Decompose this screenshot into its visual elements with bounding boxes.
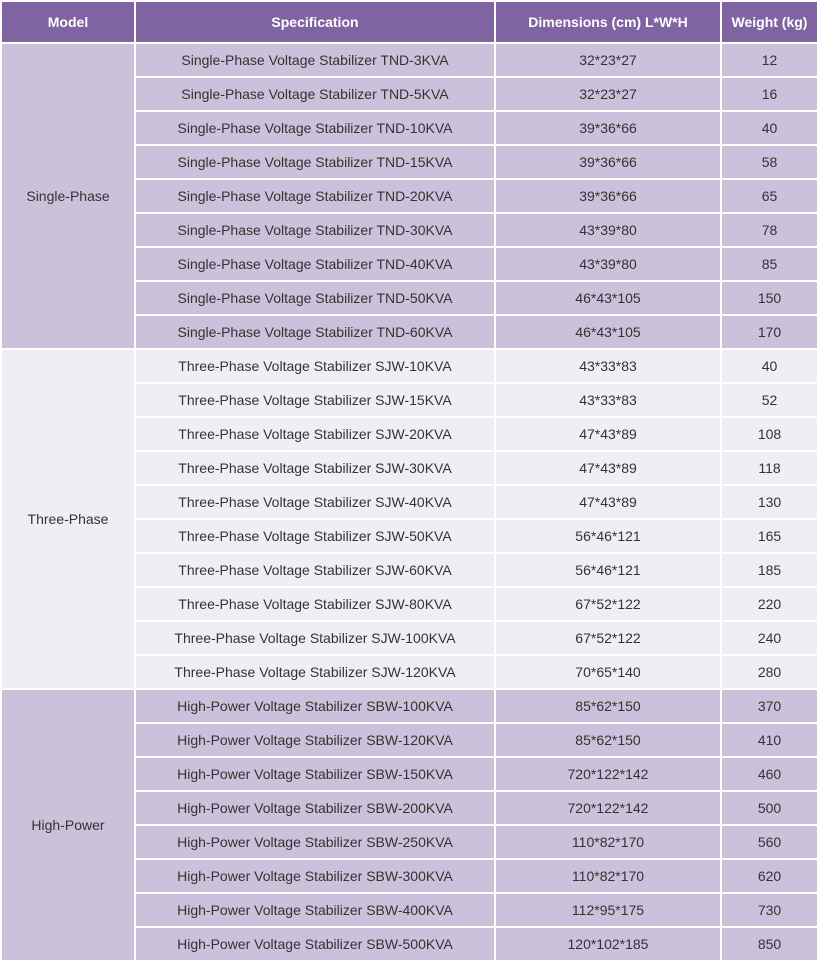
specification-cell: Three-Phase Voltage Stabilizer SJW-15KVA — [136, 384, 494, 416]
dimensions-cell: 56*46*121 — [496, 554, 720, 586]
weight-cell: 52 — [722, 384, 817, 416]
dimensions-cell: 110*82*170 — [496, 826, 720, 858]
dimensions-cell: 47*43*89 — [496, 452, 720, 484]
weight-cell: 170 — [722, 316, 817, 348]
specification-cell: Three-Phase Voltage Stabilizer SJW-40KVA — [136, 486, 494, 518]
dimensions-cell: 47*43*89 — [496, 486, 720, 518]
weight-cell: 500 — [722, 792, 817, 824]
header-dimensions: Dimensions (cm) L*W*H — [496, 2, 720, 42]
specification-cell: Three-Phase Voltage Stabilizer SJW-20KVA — [136, 418, 494, 450]
table-row — [2, 350, 817, 382]
dimensions-cell: 32*23*27 — [496, 44, 720, 76]
dimensions-cell: 120*102*185 — [496, 928, 720, 960]
specification-cell: Single-Phase Voltage Stabilizer TND-5KVA — [136, 78, 494, 110]
specification-cell: Single-Phase Voltage Stabilizer TND-60KVA — [136, 316, 494, 348]
header-row — [2, 2, 817, 42]
weight-cell: 40 — [722, 350, 817, 382]
dimensions-cell: 85*62*150 — [496, 690, 720, 722]
specification-cell: Three-Phase Voltage Stabilizer SJW-60KVA — [136, 554, 494, 586]
dimensions-cell: 43*39*80 — [496, 248, 720, 280]
dimensions-cell: 67*52*122 — [496, 588, 720, 620]
header-specification: Specification — [136, 2, 494, 42]
specification-cell: Single-Phase Voltage Stabilizer TND-10KVA — [136, 112, 494, 144]
specification-cell: Single-Phase Voltage Stabilizer TND-40KVA — [136, 248, 494, 280]
model-cell: Single-Phase — [2, 44, 134, 348]
specification-cell: High-Power Voltage Stabilizer SBW-500KVA — [136, 928, 494, 960]
weight-cell: 16 — [722, 78, 817, 110]
specification-cell: Three-Phase Voltage Stabilizer SJW-10KVA — [136, 350, 494, 382]
specification-cell: Single-Phase Voltage Stabilizer TND-3KVA — [136, 44, 494, 76]
header-model: Model — [2, 2, 134, 42]
specification-cell: Three-Phase Voltage Stabilizer SJW-120KVA — [136, 656, 494, 688]
dimensions-cell: 85*62*150 — [496, 724, 720, 756]
specification-cell: High-Power Voltage Stabilizer SBW-150KVA — [136, 758, 494, 790]
specification-cell: Three-Phase Voltage Stabilizer SJW-50KVA — [136, 520, 494, 552]
weight-cell: 85 — [722, 248, 817, 280]
specification-cell: Single-Phase Voltage Stabilizer TND-15KVA — [136, 146, 494, 178]
dimensions-cell: 39*36*66 — [496, 112, 720, 144]
weight-cell: 40 — [722, 112, 817, 144]
weight-cell: 12 — [722, 44, 817, 76]
weight-cell: 220 — [722, 588, 817, 620]
dimensions-cell: 43*39*80 — [496, 214, 720, 246]
dimensions-cell: 110*82*170 — [496, 860, 720, 892]
dimensions-cell: 39*36*66 — [496, 146, 720, 178]
dimensions-cell: 112*95*175 — [496, 894, 720, 926]
specification-cell: High-Power Voltage Stabilizer SBW-250KVA — [136, 826, 494, 858]
specification-cell: High-Power Voltage Stabilizer SBW-200KVA — [136, 792, 494, 824]
dimensions-cell: 47*43*89 — [496, 418, 720, 450]
weight-cell: 150 — [722, 282, 817, 314]
weight-cell: 730 — [722, 894, 817, 926]
dimensions-cell: 70*65*140 — [496, 656, 720, 688]
specification-cell: Single-Phase Voltage Stabilizer TND-50KVA — [136, 282, 494, 314]
dimensions-cell: 43*33*83 — [496, 350, 720, 382]
dimensions-cell: 720*122*142 — [496, 792, 720, 824]
dimensions-cell: 46*43*105 — [496, 282, 720, 314]
weight-cell: 460 — [722, 758, 817, 790]
header-weight: Weight (kg) — [722, 2, 817, 42]
weight-cell: 165 — [722, 520, 817, 552]
weight-cell: 130 — [722, 486, 817, 518]
weight-cell: 850 — [722, 928, 817, 960]
dimensions-cell: 67*52*122 — [496, 622, 720, 654]
dimensions-cell: 39*36*66 — [496, 180, 720, 212]
model-cell: Three-Phase — [2, 350, 134, 688]
specification-cell: High-Power Voltage Stabilizer SBW-100KVA — [136, 690, 494, 722]
specification-cell: Three-Phase Voltage Stabilizer SJW-30KVA — [136, 452, 494, 484]
weight-cell: 78 — [722, 214, 817, 246]
dimensions-cell: 46*43*105 — [496, 316, 720, 348]
weight-cell: 108 — [722, 418, 817, 450]
table-row — [2, 44, 817, 76]
weight-cell: 185 — [722, 554, 817, 586]
weight-cell: 118 — [722, 452, 817, 484]
weight-cell: 410 — [722, 724, 817, 756]
weight-cell: 280 — [722, 656, 817, 688]
specification-cell: Three-Phase Voltage Stabilizer SJW-80KVA — [136, 588, 494, 620]
weight-cell: 240 — [722, 622, 817, 654]
dimensions-cell: 720*122*142 — [496, 758, 720, 790]
dimensions-cell: 32*23*27 — [496, 78, 720, 110]
weight-cell: 58 — [722, 146, 817, 178]
specification-cell: Three-Phase Voltage Stabilizer SJW-100KVA — [136, 622, 494, 654]
weight-cell: 560 — [722, 826, 817, 858]
specification-cell: High-Power Voltage Stabilizer SBW-120KVA — [136, 724, 494, 756]
dimensions-cell: 43*33*83 — [496, 384, 720, 416]
weight-cell: 620 — [722, 860, 817, 892]
specification-cell: High-Power Voltage Stabilizer SBW-400KVA — [136, 894, 494, 926]
table-row — [2, 690, 817, 722]
specification-cell: Single-Phase Voltage Stabilizer TND-30KVA — [136, 214, 494, 246]
weight-cell: 65 — [722, 180, 817, 212]
weight-cell: 370 — [722, 690, 817, 722]
model-cell: High-Power — [2, 690, 134, 960]
dimensions-cell: 56*46*121 — [496, 520, 720, 552]
specification-cell: Single-Phase Voltage Stabilizer TND-20KVA — [136, 180, 494, 212]
table-body — [2, 44, 817, 960]
specification-cell: High-Power Voltage Stabilizer SBW-300KVA — [136, 860, 494, 892]
